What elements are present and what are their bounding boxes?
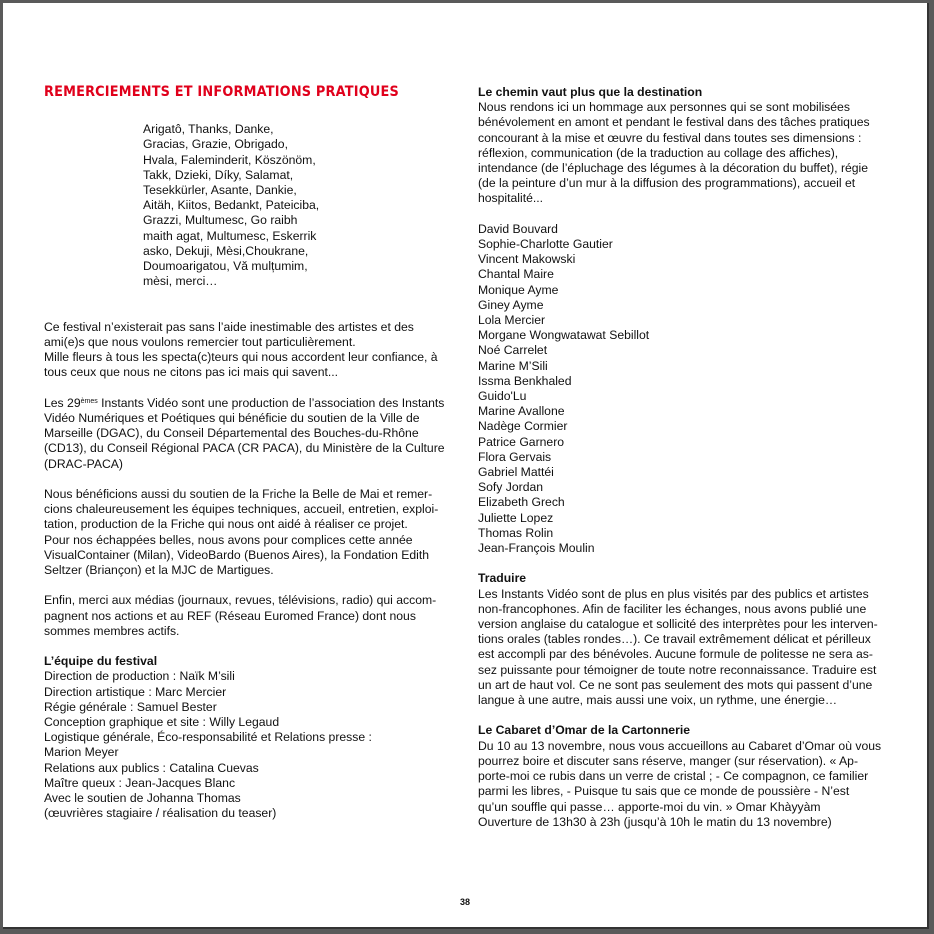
team-line: Régie générale : Samuel Bester: [44, 699, 217, 714]
friche-line: Nous bénéficions aussi du soutien de la Friche la Belle de Mai et remer-: [44, 487, 433, 502]
friche-paragraph: [44, 487, 454, 578]
cabaret-line: Ouverture de 13h30 à 23h (jusqu’à 10h le matin du 13 novembre): [478, 814, 832, 829]
thanks-line: maith agat, Multumesc, Eskerrik: [143, 228, 317, 243]
friche-line: tation, production de la Friche qui nous ont aidé à réaliser ce projet.: [44, 517, 408, 532]
right-column: [478, 85, 898, 830]
team-line: Conception graphique et site : Willy Legaud: [44, 715, 280, 730]
cabaret-line: porte-moi ce rubis dans un verre de cristal ; - Ce compagnon, ce familier: [478, 769, 869, 784]
friche-line: Seltzer (Briançon) et la MJC de Martigues.: [44, 563, 274, 578]
cabaret-line: parmi les libres, - Puisque tu sais que ce monde de poussière - N’est: [478, 784, 850, 799]
volunteer-name: Sophie-Charlotte Gautier: [478, 237, 613, 252]
volunteer-name: Chantal Maire: [478, 267, 554, 282]
translate-line: version anglaise du catalogue et sollicité des interprètes pour les interven-: [478, 617, 878, 632]
intro-paragraph: [44, 320, 454, 381]
thanks-list: [143, 122, 353, 289]
volunteers-line: (de la peinture d’un mur à la diffusion des programmations), accueil et: [478, 176, 856, 191]
volunteer-name: David Bouvard: [478, 221, 558, 236]
page-title: REMERCIEMENTS ET INFORMATIONS PRATIQUES: [44, 84, 399, 100]
production-line: [44, 396, 454, 411]
volunteer-name: Marine Avallone: [478, 404, 565, 419]
volunteer-name: Monique Ayme: [478, 282, 559, 297]
volunteer-name: Issma Benkhaled: [478, 373, 572, 388]
volunteers-line: intendance (de l’épluchage des légumes à la décoration du buffet), régie: [478, 161, 869, 176]
team-line: Maître queux : Jean-Jacques Blanc: [44, 775, 236, 790]
thanks-line: mèsi, merci…: [143, 274, 218, 289]
media-line: sommes membres actifs.: [44, 623, 180, 638]
friche-line: cions chaleureusement les équipes techniques, accueil, entretien, exploi-: [44, 502, 439, 517]
translate-line: Les Instants Vidéo sont de plus en plus visités par des publics et artistes: [478, 586, 869, 601]
production-line: (CD13), du Conseil Régional PACA (CR PACA), du Ministère de la Culture: [44, 441, 445, 456]
volunteers-line: réflexion, communication (de la traduction au collage des affiches),: [478, 145, 839, 160]
team-line: Relations aux publics : Catalina Cuevas: [44, 760, 259, 775]
team-heading: L’équipe du festival: [44, 654, 158, 669]
production-prefix: Les 29: [44, 395, 81, 410]
production-line-rest: Instants Vidéo sont une production de l’association des Instants: [97, 395, 445, 410]
volunteer-name: Giney Ayme: [478, 297, 544, 312]
ordinal-suffix: èmes: [80, 397, 98, 405]
cabaret-section: [478, 723, 898, 829]
volunteer-name: Guido'Lu: [478, 389, 527, 404]
thanks-line: Hvala, Faleminderit, Köszönöm,: [143, 152, 316, 167]
volunteers-heading: Le chemin vaut plus que la destination: [478, 85, 703, 99]
cabaret-line: qu’un souffle qui passe… apporte-moi du vin. » Omar Khàyyàm: [478, 799, 821, 814]
translate-line: un art de haut vol. Ce ne sont pas seulement des mots qui passent d’une: [478, 677, 873, 692]
media-line: pagnent nos actions et au REF (Réseau Euromed France) dont nous: [44, 608, 416, 623]
thanks-line: Tesekkürler, Asante, Dankie,: [143, 183, 297, 198]
volunteers-line: concourant à la mise et œuvre du festival dans toutes ses dimensions :: [478, 130, 862, 145]
volunteer-name: Gabriel Mattéi: [478, 465, 554, 480]
production-line: (DRAC-PACA): [44, 456, 123, 471]
volunteer-name: Noé Carrelet: [478, 343, 548, 358]
production-line: Vidéo Numériques et Poétiques qui bénéficie du soutien de la Ville de: [44, 411, 420, 426]
intro-line: Ce festival n’existerait pas sans l’aide inestimable des artistes et des: [44, 319, 414, 334]
volunteer-name: Marine M’Sili: [478, 358, 548, 373]
volunteer-name: Patrice Garnero: [478, 434, 565, 449]
intro-line: ami(e)s que nous voulons remercier tout particulièrement.: [44, 335, 356, 350]
volunteer-name: Juliette Lopez: [478, 510, 554, 525]
thanks-line: Arigatô, Thanks, Danke,: [143, 122, 274, 137]
thanks-line: Grazzi, Multumesc, Go raibh: [143, 213, 298, 228]
volunteer-name: Morgane Wongwatawat Sebillot: [478, 328, 650, 343]
team-line: Direction artistique : Marc Mercier: [44, 684, 227, 699]
volunteer-name: Thomas Rolin: [478, 525, 554, 540]
intro-line: tous ceux que nous ne citons pas ici mais qui savent...: [44, 365, 339, 380]
volunteer-name: Vincent Makowski: [478, 252, 576, 267]
document-page: [3, 3, 929, 929]
volunteers-section: [478, 85, 898, 207]
production-paragraph: [44, 396, 454, 472]
team-section: [44, 654, 454, 821]
cabaret-line: Du 10 au 13 novembre, nous vous accueillons au Cabaret d’Omar où vous: [478, 738, 882, 753]
translate-heading: Traduire: [478, 571, 527, 586]
thanks-line: Takk, Dzieki, Díky, Salamat,: [143, 167, 294, 182]
left-column: [44, 85, 454, 821]
team-line: (œuvrières stagiaire / réalisation du teaser): [44, 806, 277, 821]
page-number: 38: [459, 897, 470, 907]
team-line: Marion Meyer: [44, 745, 119, 760]
volunteer-name: Flora Gervais: [478, 449, 552, 464]
team-line: Logistique générale, Éco-responsabilité et Relations presse :: [44, 730, 372, 745]
volunteer-name: Nadège Cormier: [478, 419, 568, 434]
translate-line: est accompli par des bénévoles. Aucune formule de politesse ne sera as-: [478, 647, 873, 662]
production-line: Marseille (DGAC), du Conseil Départemental des Bouches-du-Rhône: [44, 426, 419, 441]
volunteer-name: Lola Mercier: [478, 313, 546, 328]
thanks-line: Doumoarigatou, Vă mulțumim,: [143, 259, 308, 274]
intro-line: Mille fleurs à tous les specta(c)teurs qui nous accordent leur confiance, à: [44, 350, 438, 365]
volunteers-line: Nous rendons ici un hommage aux personnes qui se sont mobilisées: [478, 100, 850, 115]
translate-line: non-francophones. Afin de faciliter les échanges, nous avons publié une: [478, 601, 867, 616]
friche-line: Pour nos échappées belles, nous avons pour complices cette année: [44, 532, 413, 547]
volunteer-names-list: [478, 222, 898, 556]
thanks-line: Aitäh, Kiitos, Bedankt, Pateiciba,: [143, 198, 320, 213]
thanks-line: Gracias, Grazie, Obrigado,: [143, 137, 288, 152]
volunteers-line: bénévolement en amont et pendant le festival dans des tâches pratiques: [478, 115, 870, 130]
cabaret-line: pourrez boire et discuter sans réserve, manger (sur réservation). « Ap-: [478, 753, 859, 768]
media-paragraph: [44, 593, 454, 639]
volunteer-name: Jean-François Moulin: [478, 541, 595, 556]
media-line: Enfin, merci aux médias (journaux, revues, télévisions, radio) qui accom-: [44, 593, 437, 608]
volunteer-name: Elizabeth Grech: [478, 495, 565, 510]
translate-section: [478, 571, 898, 708]
volunteers-line: hospitalité...: [478, 191, 544, 206]
friche-line: VisualContainer (Milan), VideoBardo (Buenos Aires), la Fondation Edith: [44, 547, 430, 562]
cabaret-heading: Le Cabaret d’Omar de la Cartonnerie: [478, 723, 690, 738]
translate-line: tions orales (tables rondes…). Ce travail extrêmement délicat et périlleux: [478, 632, 871, 647]
translate-line: sez puissante pour témoigner de toute notre reconnaissance. Traduire est: [478, 662, 877, 677]
team-line: Avec le soutien de Johanna Thomas: [44, 791, 241, 806]
volunteer-name: Sofy Jordan: [478, 480, 544, 495]
thanks-line: asko, Dekuji, Mèsi,Choukrane,: [143, 243, 309, 258]
translate-line: langue à une autre, mais aussi une voix, un rythme, une énergie…: [478, 693, 838, 708]
team-line: Direction de production : Naïk M’sili: [44, 669, 235, 684]
